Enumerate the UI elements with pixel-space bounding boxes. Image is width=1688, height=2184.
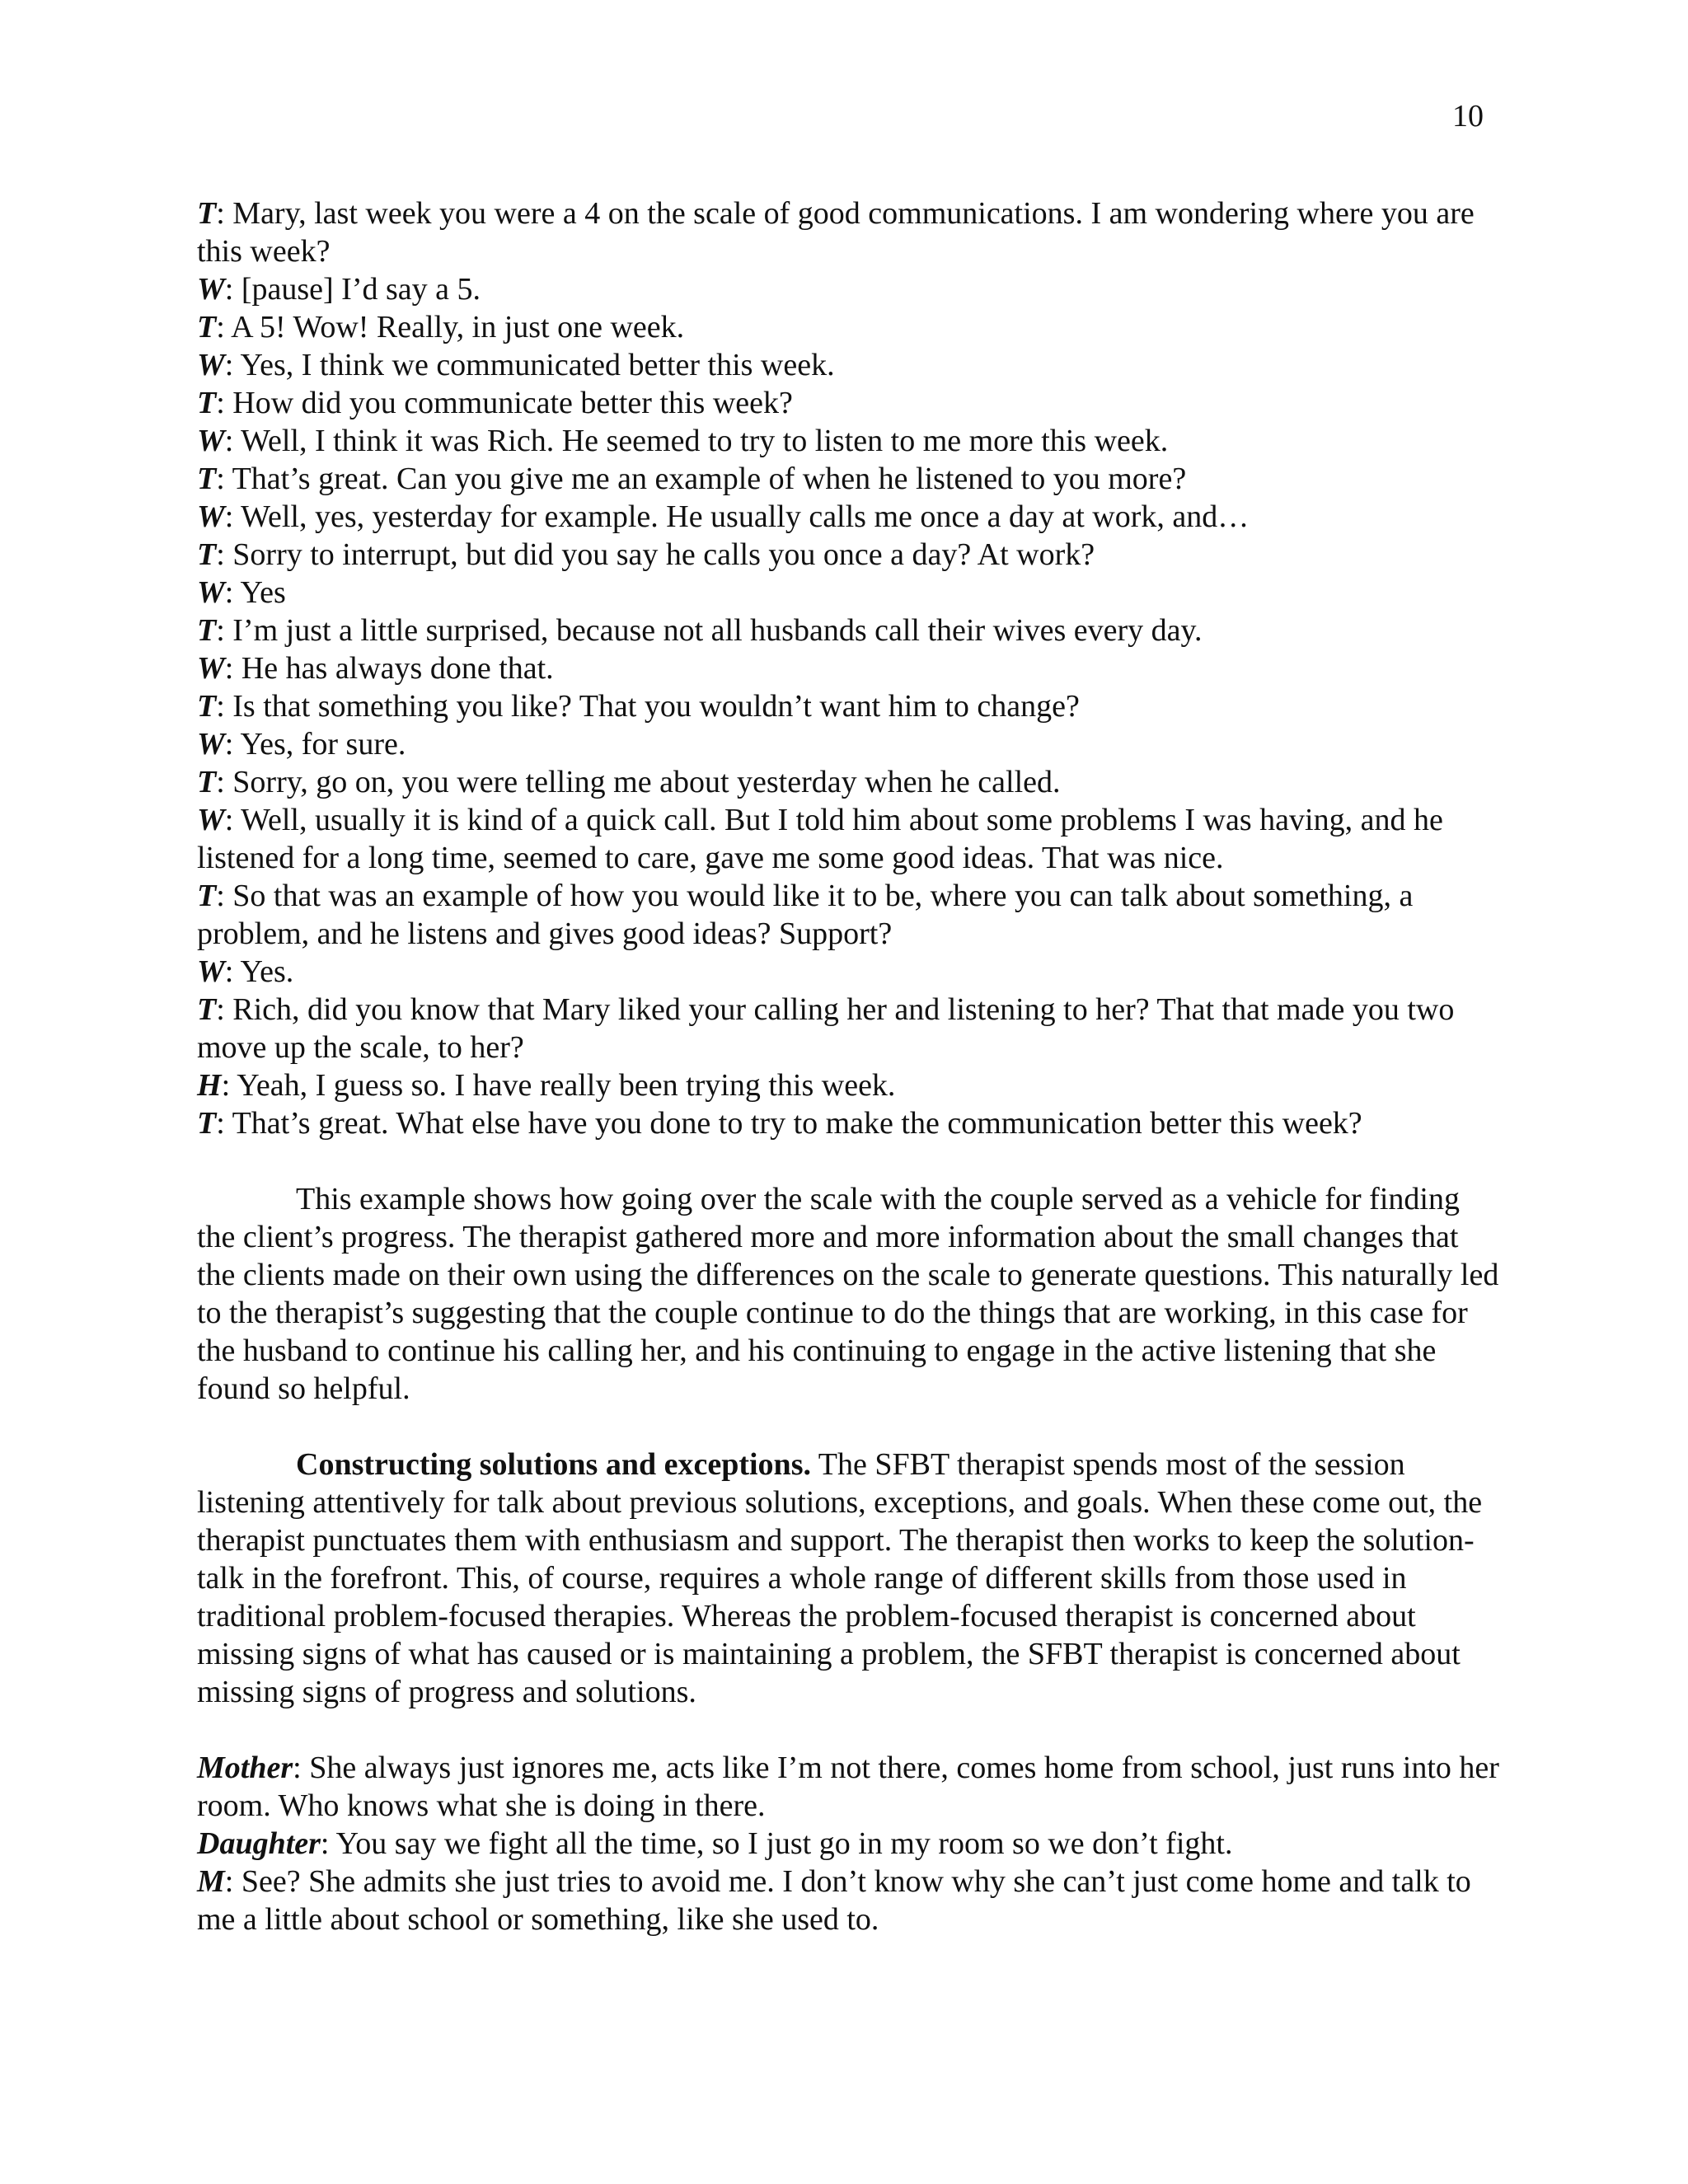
speaker-label: W bbox=[197, 727, 225, 762]
dialogue-line bbox=[197, 612, 1499, 649]
page-number: 10 bbox=[1452, 99, 1484, 134]
dialogue-line bbox=[197, 536, 1499, 574]
section-body-text: The SFBT therapist spends most of the session listening attentively for talk about previous solutions, exceptions, and goals. When these come out, the therapist punctuates them with enthusiasm and support. The therapist then works to keep the solution-talk in the forefront. This, of course, requires a whole range of different skills from those used in traditional problem-focused therapies. Whereas the problem-focused therapist is concerned about missing signs of what has caused or is maintaining a problem, the SFBT therapist is concerned about missing signs of progress and solutions. bbox=[197, 1447, 1483, 1709]
dialogue-line bbox=[197, 801, 1499, 877]
speaker-label: W bbox=[197, 954, 225, 989]
speaker-label: T bbox=[197, 386, 217, 420]
body-paragraph-scale-example: This example shows how going over the scale with the couple served as a vehicle for finding the client’s progress. The therapist gathered more and more information about the small changes that the clients made on their own using the differences on the scale to generate questions. This naturally led to the therapist’s suggesting that the couple continue to do the things that are working, in this case for the husband to continue his calling her, and his continuing to engage in the active listening that she found so helpful. bbox=[197, 1182, 1499, 1406]
dialogue-line bbox=[197, 574, 1499, 612]
dialogue-text: : That’s great. Can you give me an example of when he listened to you more? bbox=[216, 462, 1187, 496]
speaker-label: T bbox=[197, 310, 217, 344]
dialogue-text: : Sorry to interrupt, but did you say he calls you once a day? At work? bbox=[216, 537, 1095, 572]
speaker-label: W bbox=[197, 499, 225, 534]
dialogue-text: : Mary, last week you were a 4 on the scale of good communications. I am wondering where you are this week? bbox=[197, 196, 1475, 269]
speaker-label: H bbox=[197, 1068, 222, 1103]
dialogue-text: : [pause] I’d say a 5. bbox=[224, 272, 481, 307]
dialogue-text: : Is that something you like? That you wouldn’t want him to change? bbox=[216, 689, 1080, 724]
speaker-label: W bbox=[197, 575, 225, 610]
dialogue-text: : He has always done that. bbox=[224, 651, 554, 686]
dialogue-text: : So that was an example of how you would like it to be, where you can talk about something, a problem, and he listens and gives good ideas? Support? bbox=[197, 879, 1414, 951]
dialogue-line bbox=[197, 1863, 1499, 1938]
dialogue-line bbox=[197, 384, 1499, 422]
dialogue-text: : Yes. bbox=[224, 954, 294, 989]
dialogue-line bbox=[197, 346, 1499, 384]
speaker-label: W bbox=[197, 651, 225, 686]
dialogue-line bbox=[197, 763, 1499, 801]
dialogue-text: : How did you communicate better this week? bbox=[216, 386, 793, 420]
dialogue-line bbox=[197, 687, 1499, 725]
dialogue-text: : Yes, for sure. bbox=[224, 727, 406, 762]
speaker-label: W bbox=[197, 348, 225, 382]
dialogue-text: : She always just ignores me, acts like I’m not there, comes home from school, just runs into her room. Who knows what she is doing in there. bbox=[197, 1750, 1499, 1823]
page-content bbox=[197, 194, 1499, 1938]
dialogue-text: : Well, usually it is kind of a quick call. But I told him about some problems I was having, and he listened for a long time, seemed to care, gave me some good ideas. That was nice. bbox=[197, 803, 1443, 875]
speaker-label: W bbox=[197, 803, 225, 837]
dialogue-line bbox=[197, 194, 1499, 270]
speaker-label: T bbox=[197, 879, 217, 913]
speaker-label: T bbox=[197, 1106, 217, 1141]
therapy-dialogue-mother-daughter bbox=[197, 1749, 1499, 1938]
dialogue-text: : See? She admits she just tries to avoid me. I don’t know why she can’t just come home and talk to me a little about school or something, like she used to. bbox=[197, 1864, 1471, 1937]
dialogue-text: : Rich, did you know that Mary liked your calling her and listening to her? That that made you two move up the scale, to her? bbox=[197, 992, 1455, 1065]
dialogue-line bbox=[197, 270, 1499, 308]
speaker-label: T bbox=[197, 765, 217, 799]
dialogue-line bbox=[197, 422, 1499, 460]
dialogue-text: : Well, yes, yesterday for example. He usually calls me once a day at work, and… bbox=[224, 499, 1250, 534]
dialogue-line bbox=[197, 308, 1499, 346]
dialogue-line bbox=[197, 460, 1499, 498]
dialogue-text: : Well, I think it was Rich. He seemed to try to listen to me more this week. bbox=[224, 424, 1169, 458]
section-run-in-heading: Constructing solutions and exceptions. bbox=[296, 1447, 811, 1482]
dialogue-line bbox=[197, 1749, 1499, 1825]
dialogue-line bbox=[197, 1104, 1499, 1142]
dialogue-line bbox=[197, 1825, 1499, 1863]
dialogue-text: : I’m just a little surprised, because not all husbands call their wives every day. bbox=[216, 613, 1203, 648]
dialogue-text: : Yes bbox=[224, 575, 286, 610]
speaker-label: M bbox=[197, 1864, 225, 1899]
speaker-label: W bbox=[197, 424, 225, 458]
dialogue-line bbox=[197, 991, 1499, 1066]
dialogue-line bbox=[197, 498, 1499, 536]
dialogue-line bbox=[197, 953, 1499, 991]
speaker-label: T bbox=[197, 196, 217, 231]
body-paragraph-constructing-solutions bbox=[197, 1446, 1499, 1711]
speaker-label: T bbox=[197, 537, 217, 572]
speaker-label: Mother bbox=[197, 1750, 293, 1785]
dialogue-line bbox=[197, 877, 1499, 953]
speaker-label: Daughter bbox=[197, 1826, 321, 1861]
dialogue-text: : A 5! Wow! Really, in just one week. bbox=[216, 310, 685, 344]
dialogue-text: : That’s great. What else have you done to try to make the communication better this week? bbox=[216, 1106, 1362, 1141]
speaker-label: T bbox=[197, 992, 217, 1027]
speaker-label: W bbox=[197, 272, 225, 307]
therapy-dialogue-couple bbox=[197, 194, 1499, 1142]
speaker-label: T bbox=[197, 613, 217, 648]
dialogue-line bbox=[197, 649, 1499, 687]
dialogue-text: : You say we fight all the time, so I just go in my room so we don’t fight. bbox=[320, 1826, 1233, 1861]
dialogue-line bbox=[197, 725, 1499, 763]
dialogue-text: : Yes, I think we communicated better this week. bbox=[224, 348, 835, 382]
dialogue-text: : Sorry, go on, you were telling me about yesterday when he called. bbox=[216, 765, 1061, 799]
speaker-label: T bbox=[197, 689, 217, 724]
dialogue-line bbox=[197, 1066, 1499, 1104]
speaker-label: T bbox=[197, 462, 217, 496]
dialogue-text: : Yeah, I guess so. I have really been trying this week. bbox=[221, 1068, 896, 1103]
